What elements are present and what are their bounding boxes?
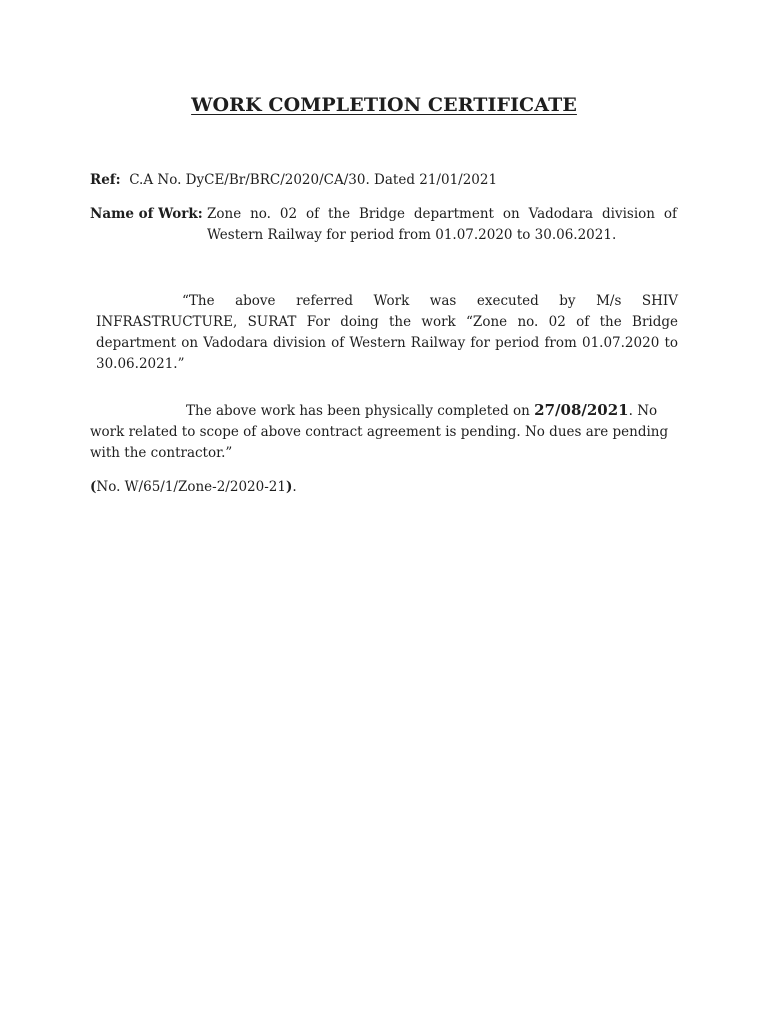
reference-label: Ref: (90, 172, 121, 188)
reference-value: C.A No. DyCE/Br/BRC/2020/CA/30. Dated 21/01/2021 (129, 172, 498, 188)
name-of-work-value: Zone no. 02 of the Bridge department on Vadodara division of Western Railway for period from 01.07.2020 to 30.06.2021. (207, 206, 677, 243)
completion-text-start: The above work has been physically completed on (186, 403, 535, 419)
completion-statement (90, 400, 670, 464)
document-number-line (90, 477, 297, 498)
document-number: No. W/65/1/Zone-2/2020-21 (96, 479, 286, 495)
doc-close-paren: ) (285, 479, 293, 495)
doc-end-period: . (292, 479, 297, 495)
reference-line (90, 170, 497, 191)
doc-open-paren: ( (90, 479, 97, 495)
certificate-title-text: WORK COMPLETION CERTIFICATE (191, 94, 577, 116)
execution-statement: “The above referred Work was executed by M/s SHIV INFRASTRUCTURE, SURAT For doing the work “Zone no. 02 of the Bridge department on Vadodara division of Western Railway for period from 01.07.2020 to 30.06.2021.” (96, 293, 678, 372)
completion-date: 27/08/2021 (534, 401, 629, 419)
name-of-work-label: Name of Work: (90, 206, 203, 222)
certificate-title (0, 94, 768, 116)
completion-text-end: . No work related to scope of above contract agreement is pending. No dues are pending with the contractor.” (90, 403, 669, 461)
